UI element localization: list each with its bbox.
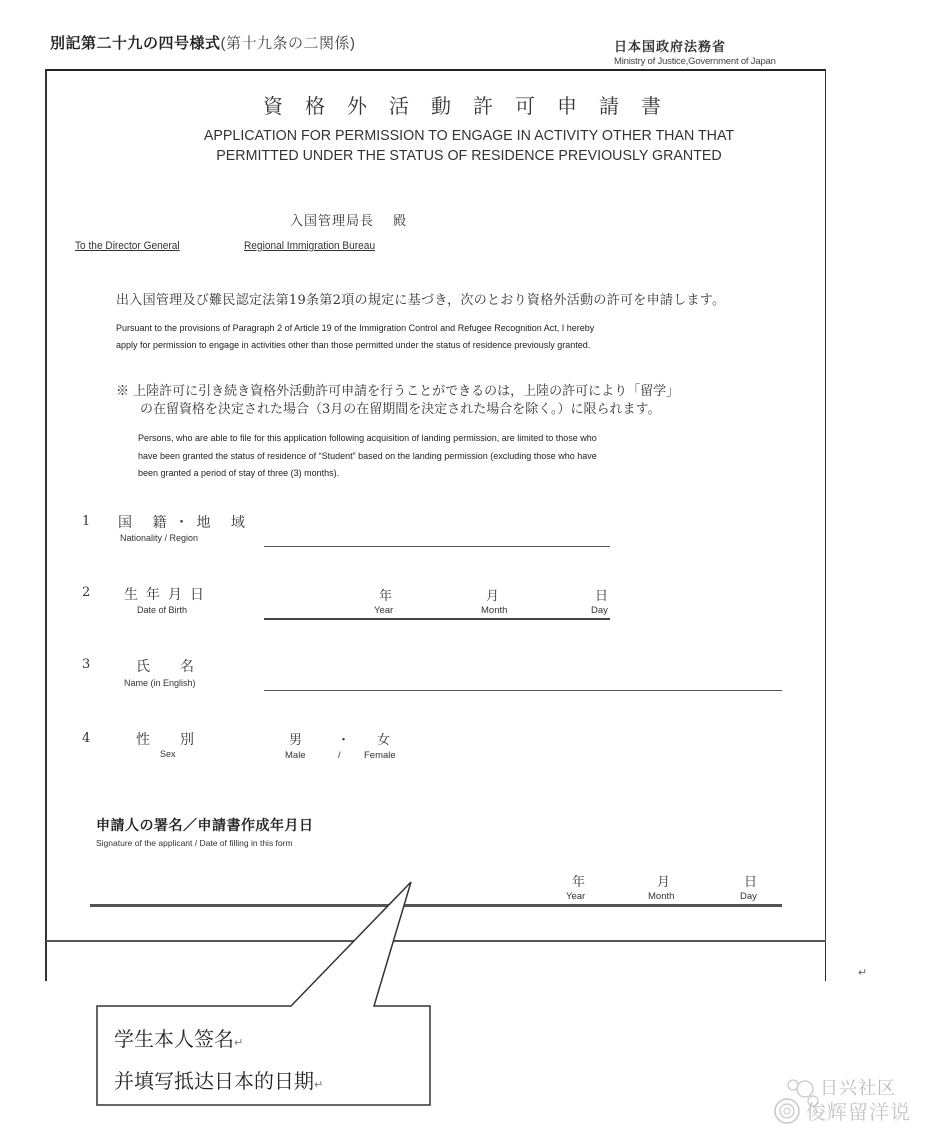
- field-label-nationality-jp: 国 籍・地 域: [118, 515, 253, 531]
- field-label-dob-en: Date of Birth: [137, 605, 188, 615]
- sex-male-jp[interactable]: 男: [289, 733, 303, 748]
- form-title-en-line2: PERMITTED UNDER THE STATUS OF RESIDENCE PREVIOUSLY GRANTED: [216, 147, 722, 164]
- sign-day-en: Day: [740, 891, 757, 902]
- sign-day-jp: 日: [744, 875, 758, 890]
- callout-line2: 并填写抵达日本的日期: [114, 1069, 314, 1093]
- statement-en-line1: Pursuant to the provisions of Paragraph 2 of Article 19 of the Immigration Control and Refugee Recognition Act, I hereby: [116, 323, 595, 333]
- sex-male-en[interactable]: Male: [285, 750, 306, 761]
- note-en-line3: been granted a period of stay of three (3) months).: [138, 468, 340, 478]
- signature-label-en: Signature of the applicant / Date of filling in this form: [96, 838, 293, 848]
- sign-year-jp: 年: [572, 875, 586, 890]
- field-number-3: 3: [82, 657, 91, 672]
- addressee-regional-bureau: Regional Immigration Bureau: [244, 240, 376, 252]
- signature-label-jp: 申請人の署名／申請書作成年月日: [96, 817, 314, 833]
- note-jp-line1: ※ 上陸許可に引き続き資格外活動許可申請を行うことができるのは，上陸の許可により「留学」: [116, 384, 680, 399]
- paragraph-return-mark: ↵: [858, 967, 868, 979]
- callout-return-mark-1: ↵: [234, 1036, 244, 1049]
- sex-separator-en: /: [338, 750, 341, 761]
- ministry-name-jp: 日本国政府法務省: [614, 39, 727, 54]
- field-label-sex-jp: 性 別: [136, 732, 202, 748]
- addressee-to-director: To the Director General: [75, 240, 180, 252]
- dob-month-en: Month: [481, 605, 508, 616]
- field-label-name-jp: 氏 名: [136, 659, 202, 675]
- dob-year-en: Year: [374, 605, 394, 616]
- field-number-2: 2: [82, 585, 91, 600]
- dob-month-jp: 月: [486, 589, 500, 604]
- note-en-line1: Persons, who are able to file for this application following acquisition of landing permission, are limited to those who: [138, 433, 597, 443]
- ministry-name-en: Ministry of Justice,Government of Japan: [614, 56, 776, 67]
- watermark-line1: 日兴社区: [820, 1078, 896, 1098]
- dob-year-jp: 年: [379, 589, 393, 604]
- note-en-line2: have been granted the status of residence of “Student” based on the landing permission (excluding those who have: [138, 450, 597, 461]
- statement-jp: 出入国管理及び難民認定法第19条第2項の規定に基づき，次のとおり資格外活動の許可を申請します。: [116, 293, 726, 308]
- form-title-jp: 資格外活動許可申請書: [263, 94, 683, 118]
- sex-separator-jp: ・: [337, 733, 351, 748]
- field-label-nationality-en: Nationality / Region: [120, 533, 199, 543]
- note-jp-line2: の在留資格を決定された場合（3月の在留期間を決定された場合を除く。）に限られます。: [140, 402, 661, 417]
- field-label-dob-jp: 生年月日: [124, 587, 212, 603]
- field-number-4: 4: [82, 731, 91, 746]
- statement-en-line2: apply for permission to engage in activities other than those permitted under the status of residence previously granted.: [116, 340, 591, 350]
- field-number-1: 1: [82, 514, 91, 529]
- sex-female-jp[interactable]: 女: [377, 733, 391, 748]
- sign-month-en: Month: [648, 891, 675, 902]
- form-reference-bold: 別記第二十九の四号様式: [50, 35, 221, 52]
- watermark-line2: 俊辉留洋说: [806, 1102, 911, 1124]
- addressee-jp: 入国管理局長 殿: [290, 214, 408, 229]
- sign-year-en: Year: [566, 891, 586, 902]
- callout-line1: 学生本人签名: [114, 1027, 234, 1051]
- form-title-en-line1: APPLICATION FOR PERMISSION TO ENGAGE IN ACTIVITY OTHER THAN THAT: [203, 127, 735, 144]
- dob-day-en: Day: [591, 605, 608, 616]
- field-label-name-en: Name (in English): [124, 678, 196, 688]
- callout-text: [114, 1020, 323, 1104]
- field-label-sex-en: Sex: [160, 749, 176, 759]
- callout-return-mark-2: ↵: [314, 1078, 324, 1091]
- sex-female-en[interactable]: Female: [364, 750, 396, 761]
- form-reference-light: (第十九条の二関係): [220, 35, 356, 52]
- dob-day-jp: 日: [595, 589, 609, 604]
- sign-month-jp: 月: [657, 875, 671, 890]
